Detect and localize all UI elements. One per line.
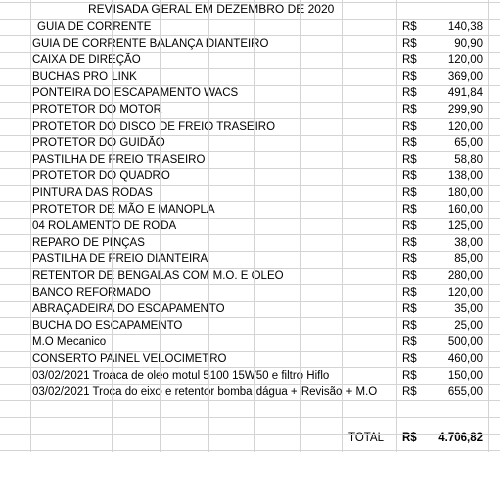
row-item-label: PROTETOR DO MOTOR	[32, 104, 162, 116]
row-currency: R$	[402, 253, 417, 266]
row-currency: R$	[402, 87, 417, 100]
row-currency: R$	[402, 21, 417, 33]
row-item-label: PROTETOR DO QUADRO	[32, 170, 170, 183]
row-item-label: RETENTOR DE BENGALAS COM M.O. E OLEO	[32, 270, 284, 282]
row-currency: R$	[402, 153, 417, 166]
row-item-label: 04 ROLAMENTO DE RODA	[32, 220, 177, 233]
row-item-label: PASTILHA DE FREIO DIANTEIRA	[32, 253, 209, 266]
row-item-label: M.O Mecanico	[32, 336, 107, 349]
grid-row-line	[0, 268, 500, 269]
grid-row-line	[0, 135, 500, 136]
row-currency: R$	[402, 286, 417, 299]
row-currency: R$	[402, 170, 417, 183]
total-currency: R$	[402, 432, 417, 444]
row-item-label: CAIXA DE DIREÇÃO	[32, 54, 141, 67]
total-amount: 4.706,82	[438, 432, 483, 444]
row-currency: R$	[402, 220, 417, 233]
row-amount: 138,00	[447, 170, 483, 183]
row-currency: R$	[402, 336, 417, 349]
row-item-label: PASTILHA DE FREIO TRASEIRO	[32, 153, 206, 166]
grid-row-line	[0, 384, 500, 385]
grid-row-line	[0, 85, 500, 86]
row-amount: 25,00	[454, 319, 483, 332]
grid-row-line	[0, 367, 500, 368]
row-item-label: PROTETOR DO GUIDÃO	[32, 137, 165, 150]
grid-row-line	[0, 52, 500, 53]
row-amount: 655,00	[447, 386, 483, 399]
row-currency: R$	[402, 120, 417, 133]
grid-row-line	[0, 2, 500, 3]
grid-row-line	[0, 19, 500, 20]
row-currency: R$	[402, 270, 417, 282]
grid-row-line	[0, 450, 500, 451]
row-item-label: PINTURA DAS RODAS	[32, 187, 153, 199]
grid-row-line	[0, 400, 500, 401]
row-amount: 500,00	[447, 336, 483, 349]
grid-row-line	[0, 334, 500, 335]
row-amount: 150,00	[447, 369, 483, 382]
row-item-label: 03/02/2021 Troca do eixo e retentor bomba dágua + Revisão + M.O	[32, 386, 378, 399]
row-currency: R$	[402, 303, 417, 316]
grid-row-line	[0, 35, 500, 36]
grid-row-line	[0, 102, 500, 103]
grid-row-line	[0, 317, 500, 318]
total-label: TOTAL	[348, 432, 384, 444]
row-currency: R$	[402, 369, 417, 382]
grid-row-line	[0, 168, 500, 169]
row-amount: 180,00	[447, 187, 483, 199]
row-currency: R$	[402, 203, 417, 216]
row-item-label: BUCHA DO ESCAPAMENTO	[32, 319, 183, 332]
row-currency: R$	[402, 54, 417, 67]
grid-row-line	[0, 284, 500, 285]
row-amount: 160,00	[447, 203, 483, 216]
row-currency: R$	[402, 236, 417, 249]
row-amount: 85,00	[454, 253, 483, 266]
row-amount: 491,84	[447, 87, 483, 100]
row-currency: R$	[402, 319, 417, 332]
row-item-label: CONSERTO PAINEL VELOCIMETRO	[32, 353, 227, 365]
row-item-label: BUCHAS PRO LINK	[32, 70, 137, 83]
row-currency: R$	[402, 104, 417, 116]
row-amount: 120,00	[447, 54, 483, 67]
row-amount: 38,00	[454, 236, 483, 249]
grid-row-line	[0, 301, 500, 302]
row-amount: 35,00	[454, 303, 483, 316]
grid-row-line	[0, 118, 500, 119]
row-currency: R$	[402, 70, 417, 83]
row-amount: 140,38	[447, 21, 483, 33]
row-amount: 120,00	[447, 286, 483, 299]
grid-row-line	[0, 234, 500, 235]
row-item-label: GUIA DE CORRENTE BALANÇA DIANTEIRO	[32, 37, 269, 50]
row-item-label: 03/02/2021 Troaca de oleo motul 5100 15W50 e filtro Hiflo	[32, 369, 330, 382]
grid-row-line	[0, 218, 500, 219]
grid-row-line	[0, 251, 500, 252]
grid-row-line	[0, 351, 500, 352]
row-currency: R$	[402, 137, 417, 150]
grid-row-line	[0, 434, 500, 435]
row-currency: R$	[402, 187, 417, 199]
row-currency: R$	[402, 386, 417, 399]
row-item-label: REPARO DE PINÇAS	[32, 236, 145, 249]
row-amount: 125,00	[447, 220, 483, 233]
row-amount: 90,90	[454, 37, 483, 50]
row-amount: 58,80	[454, 153, 483, 166]
grid-row-line	[0, 185, 500, 186]
grid-row-line	[0, 68, 500, 69]
grid-row-line	[0, 417, 500, 418]
row-currency: R$	[402, 37, 417, 50]
row-item-label: ABRAÇADEIRA DO ESCAPAMENTO	[32, 303, 225, 316]
row-amount: 299,90	[447, 104, 483, 116]
row-amount: 65,00	[454, 137, 483, 150]
row-item-label: GUIA DE CORRENTE	[37, 21, 152, 33]
row-currency: R$	[402, 353, 417, 365]
grid-row-line	[0, 151, 500, 152]
row-amount: 280,00	[447, 270, 483, 282]
row-item-label: BANCO REFORMADO	[32, 286, 151, 299]
row-item-label: PROTETOR DO DISCO DE FREIO TRASEIRO	[32, 120, 276, 133]
row-amount: 460,00	[447, 353, 483, 365]
row-amount: 369,00	[447, 70, 483, 83]
sheet-title: REVISADA GERAL EM DEZEMBRO DE 2020	[88, 2, 335, 16]
row-item-label: PONTEIRA DO ESCAPAMENTO WACS	[32, 87, 239, 100]
grid-row-line	[0, 201, 500, 202]
row-item-label: PROTETOR DE MÃO E MANOPLA	[32, 203, 215, 216]
row-amount: 120,00	[447, 120, 483, 133]
